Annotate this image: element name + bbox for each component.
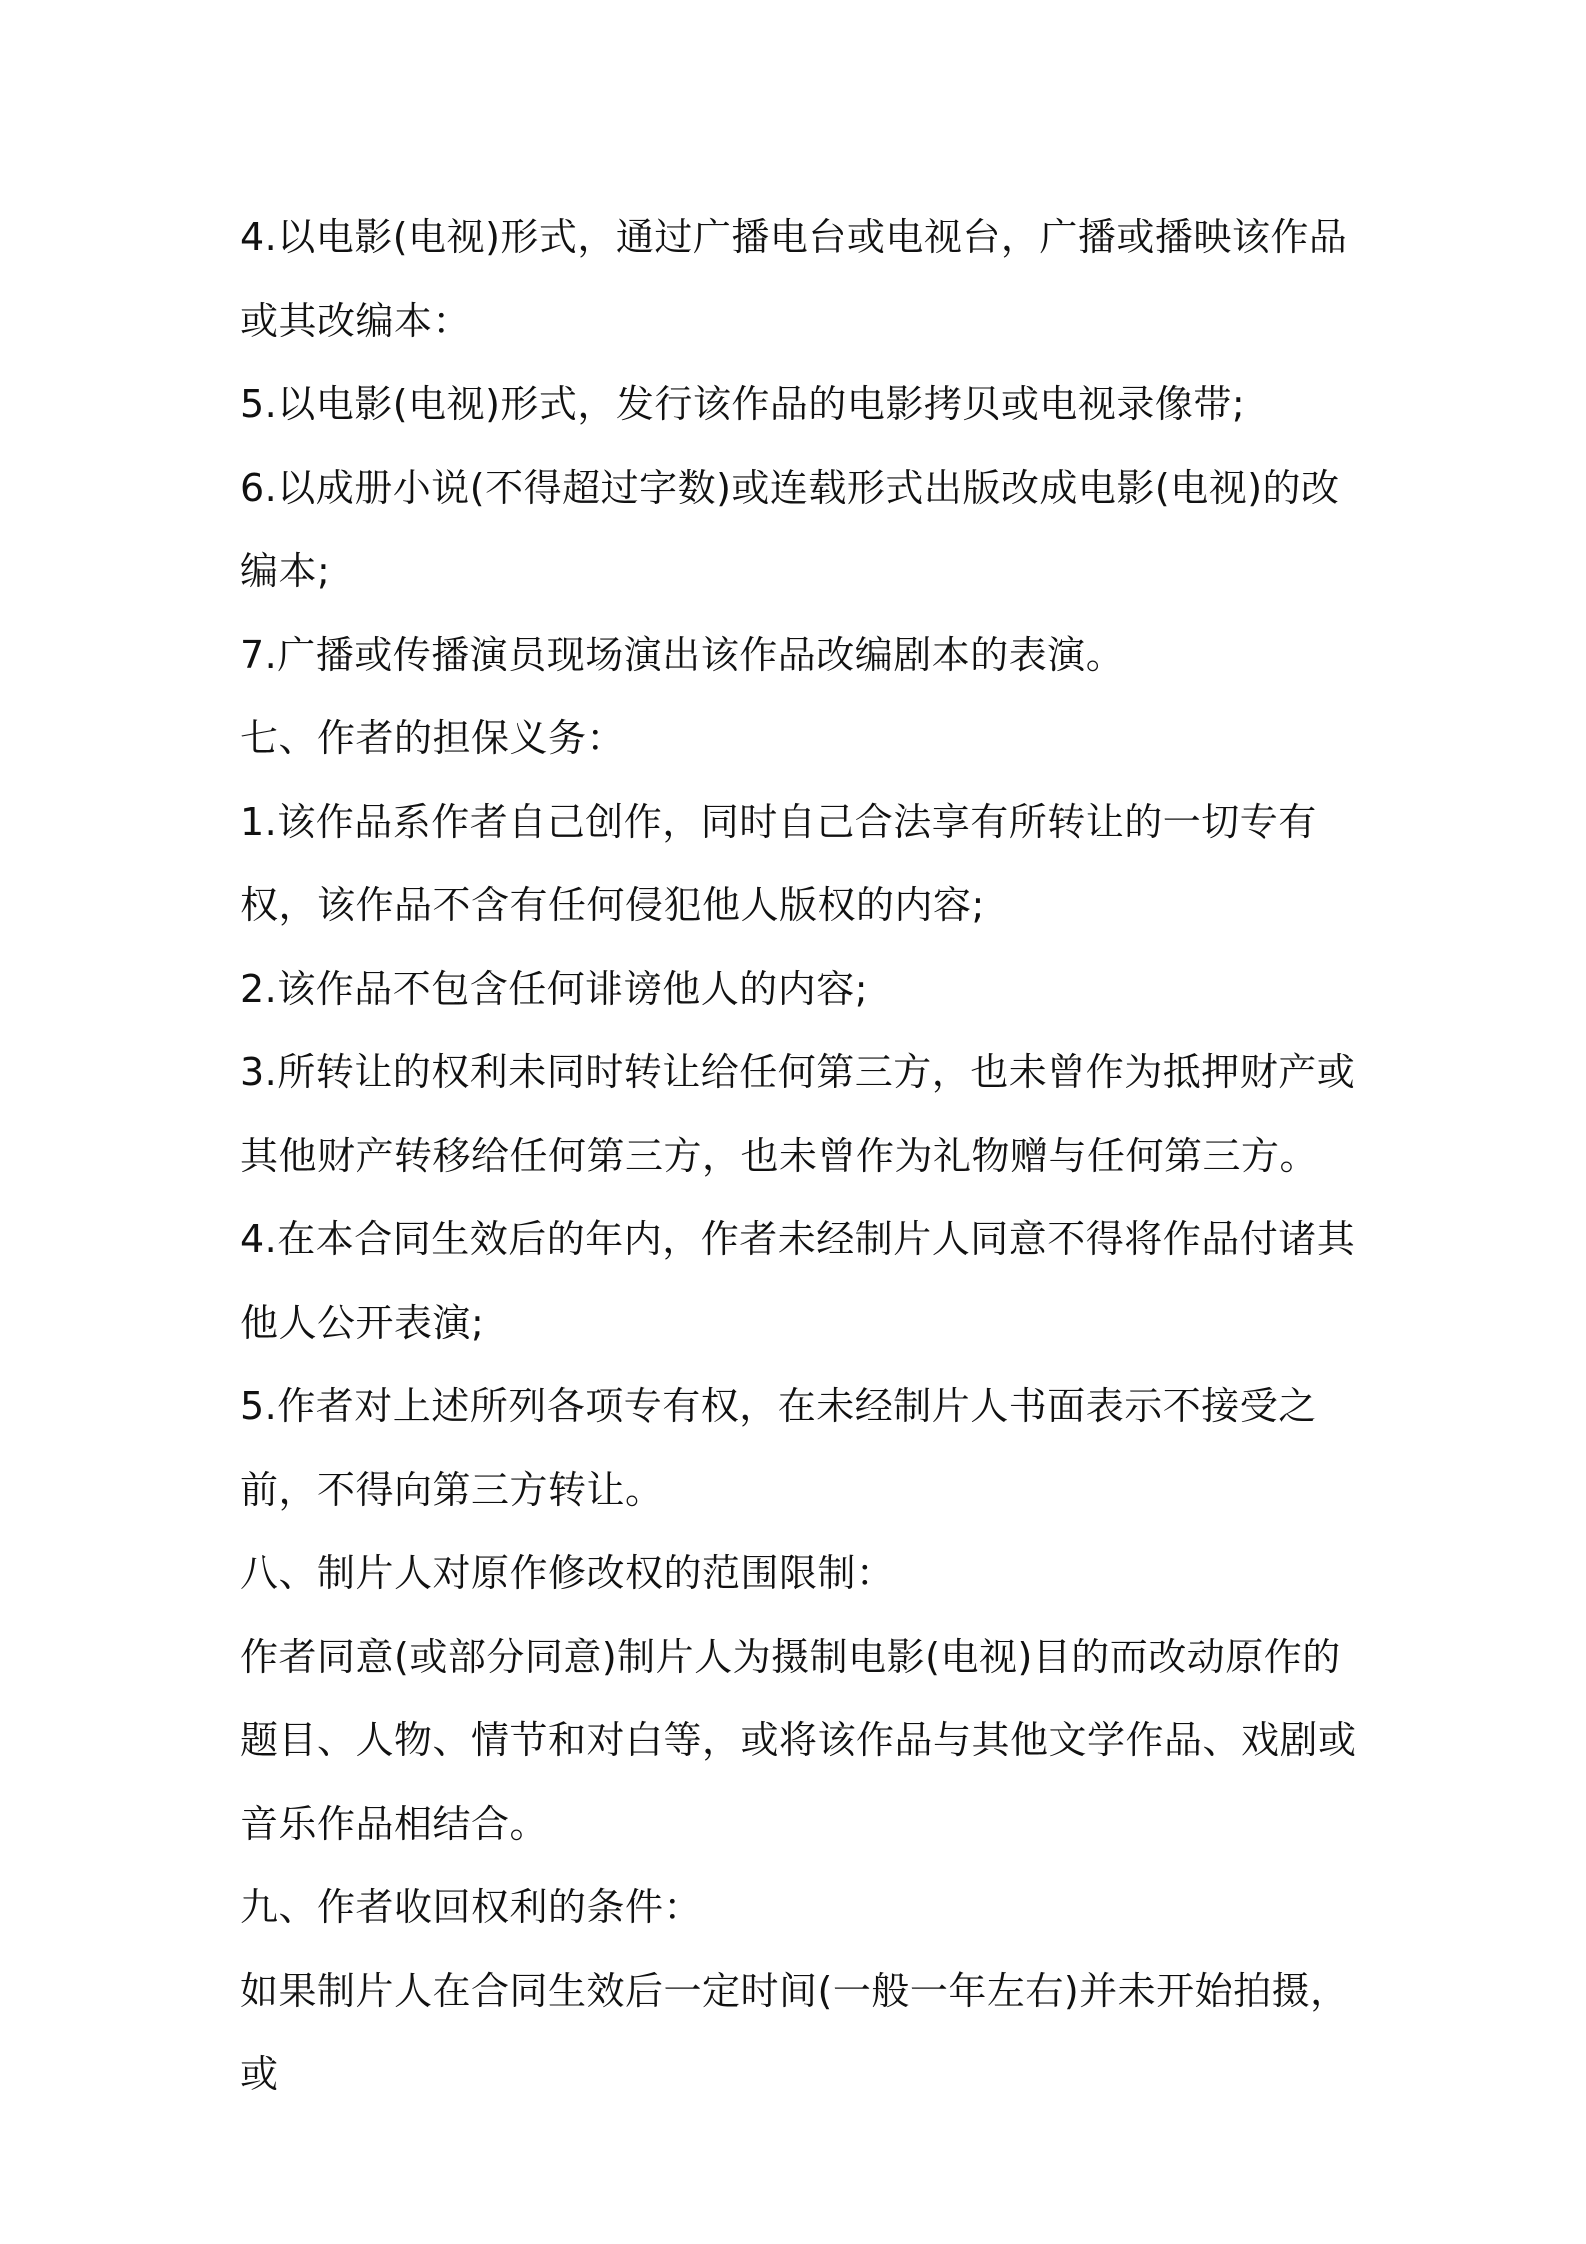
section-9-heading: 九、作者收回权利的条件： bbox=[240, 1885, 703, 1929]
document-body bbox=[240, 196, 1360, 2117]
section-9-body: 如果制片人在合同生效后一定时间(一般一年左右)并未开始拍摄，或 bbox=[240, 1968, 1349, 2096]
warranty-item-1: 1.该作品系作者自己创作，同时自己合法享有所转让的一切专有权，该作品不含有任何侵犯他人版权的内容; bbox=[240, 799, 1317, 927]
section-8-body: 作者同意(或部分同意)制片人为摄制电影(电视)目的而改动原作的题目、人物、情节和对白等，或将该作品与其他文学作品、戏剧或音乐作品相结合。 bbox=[240, 1634, 1357, 1846]
warranty-item-3: 3.所转让的权利未同时转让给任何第三方，也未曾作为抵押财产或其他财产转移给任何第三方，也未曾作为礼物赠与任何第三方。 bbox=[240, 1050, 1356, 1178]
warranty-item-5: 5.作者对上述所列各项专有权，在未经制片人书面表示不接受之前，不得向第三方转让。 bbox=[240, 1384, 1317, 1512]
clause-6-novelization: 6.以成册小说(不得超过字数)或连载形式出版改成电影(电视)的改编本; bbox=[240, 465, 1340, 593]
clause-7-live-performance: 7.广播或传播演员现场演出该作品改编剧本的表演。 bbox=[240, 632, 1125, 677]
warranty-item-4: 4.在本合同生效后的年内，作者未经制片人同意不得将作品付诸其他人公开表演; bbox=[240, 1217, 1356, 1345]
section-7-heading: 七、作者的担保义务： bbox=[240, 716, 626, 760]
warranty-item-2: 2.该作品不包含任何诽谤他人的内容; bbox=[240, 966, 869, 1011]
clause-5-distribution: 5.以电影(电视)形式，发行该作品的电影拷贝或电视录像带; bbox=[240, 382, 1246, 426]
section-8-heading: 八、制片人对原作修改权的范围限制： bbox=[240, 1551, 895, 1595]
clause-4-broadcast: 4.以电影(电视)形式，通过广播电台或电视台，广播或播映该作品或其改编本： bbox=[240, 215, 1348, 343]
